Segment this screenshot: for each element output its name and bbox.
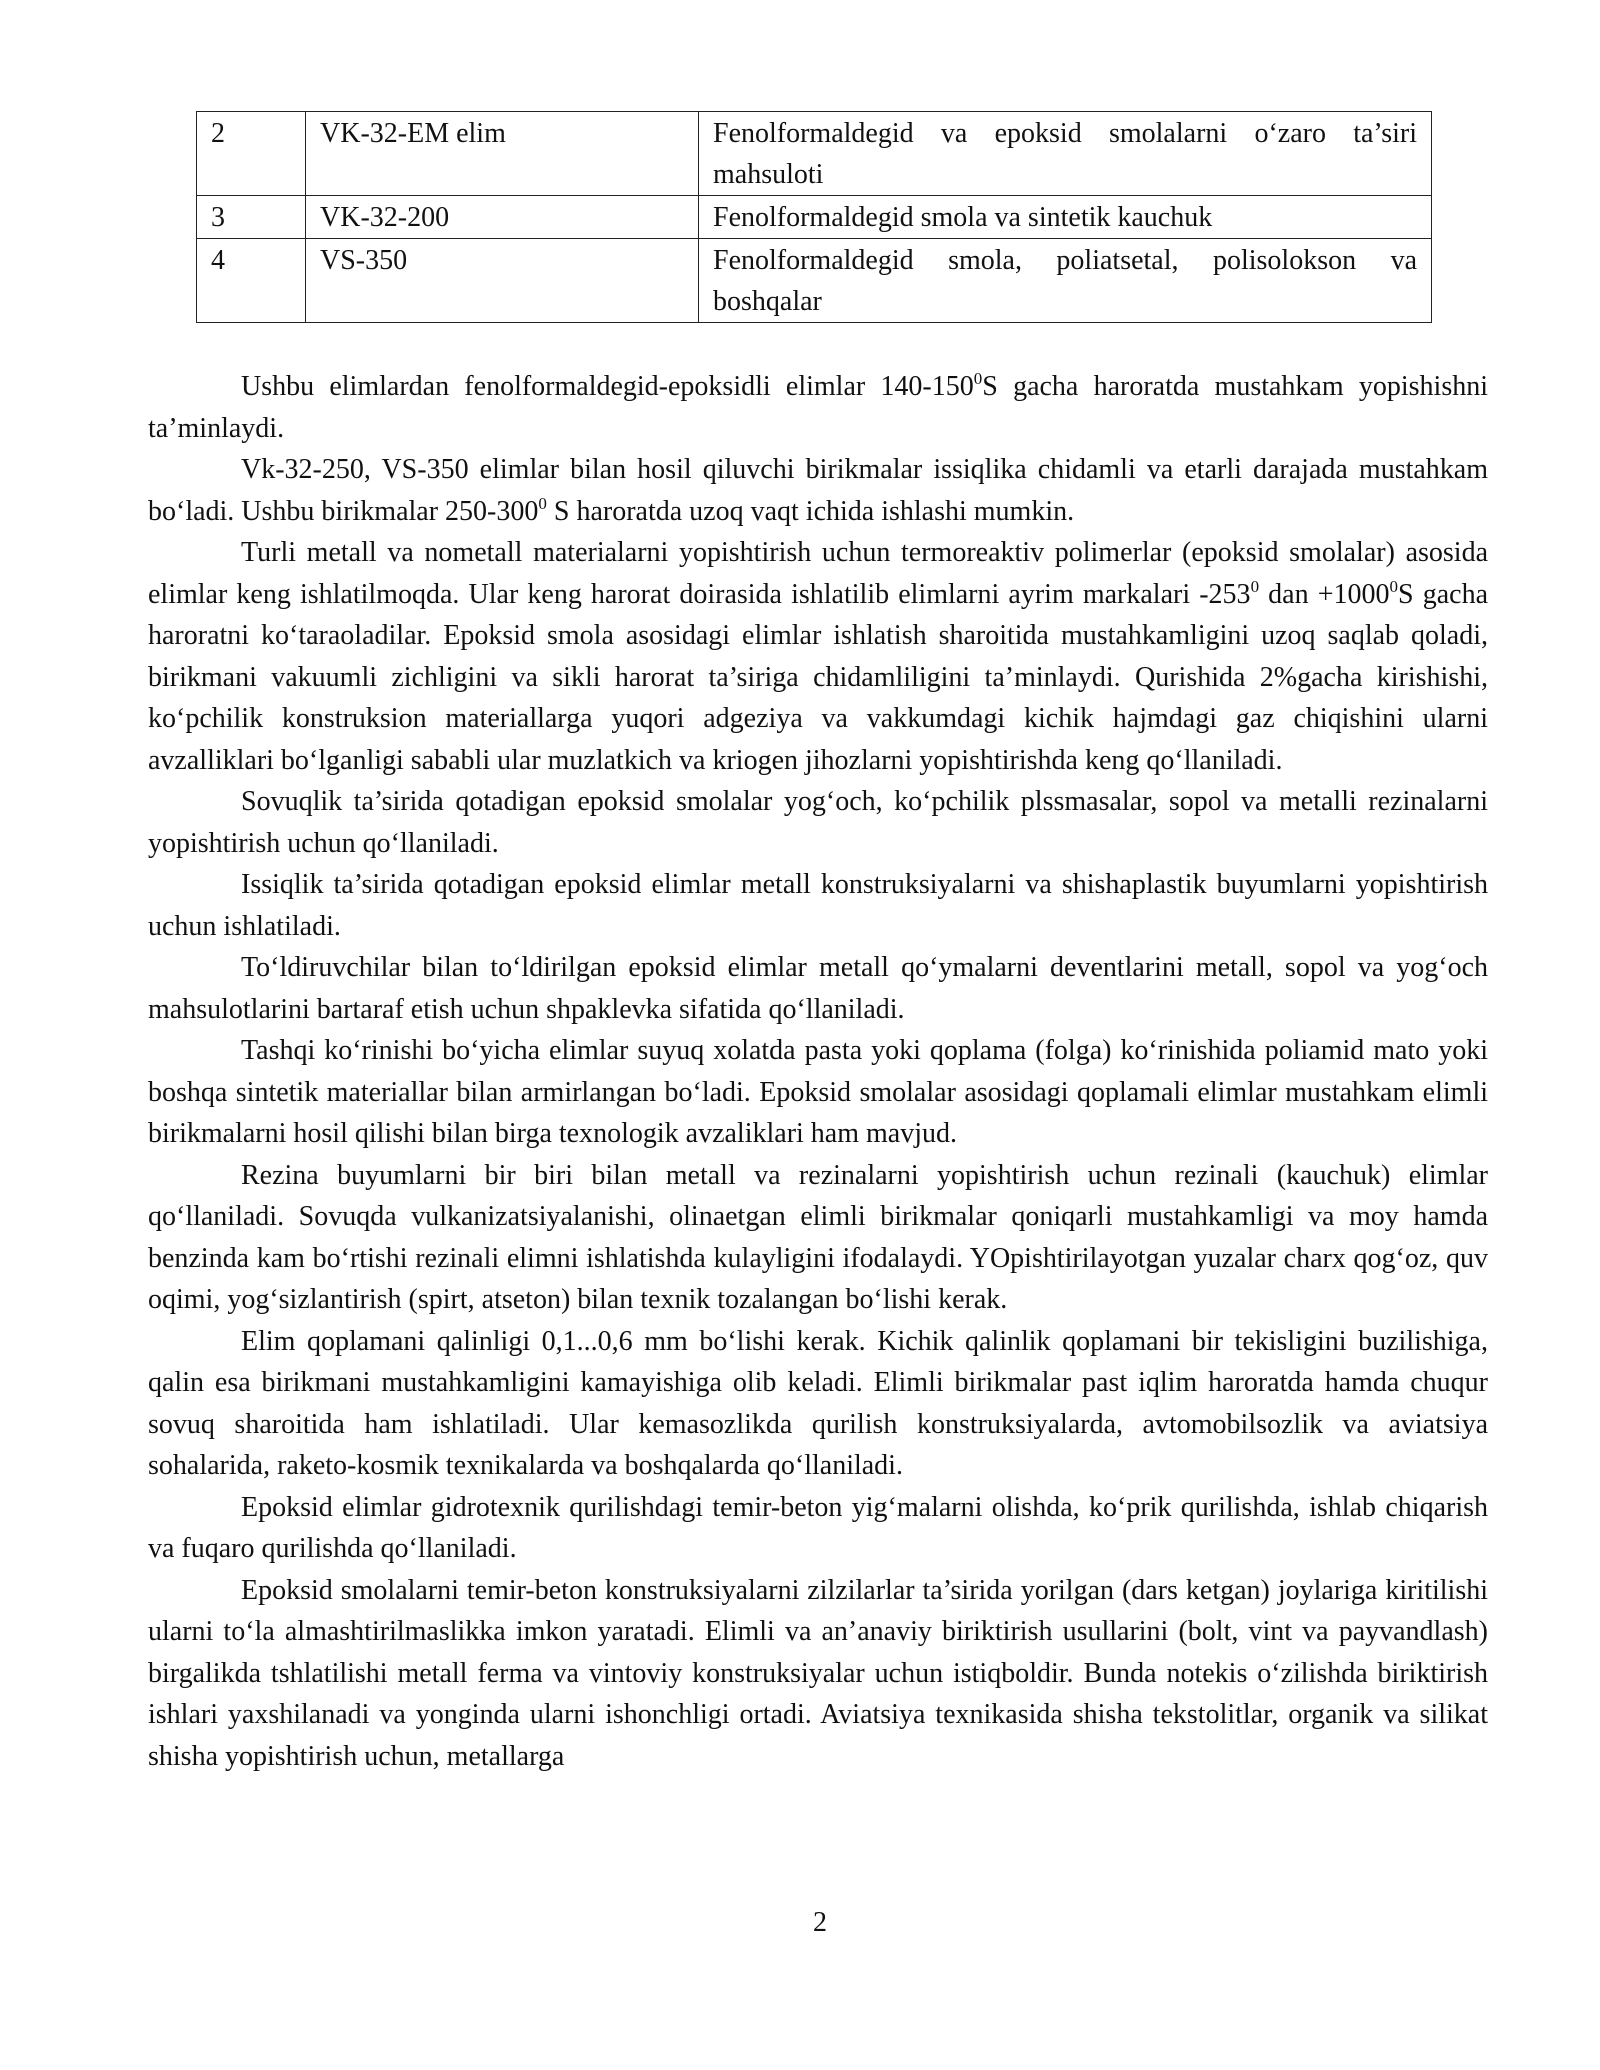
text-run: S gacha haroratni ko‘taraoladilar. Epoksid smola asosidagi elimlar ishlatish sharoitida mustahkamligini uzoq saqlab qoladi, birikmani vakuumli zichligini va sikli harorat ta’siriga chidamliligini ta’minlaydi. Qurishida 2%gacha kirishishi, ko‘pchilik konstruksion materiallarga yuqori adgeziya va vakkumdagi kichik hajmdagi gaz chiqishini ularni avzalliklari bo‘lganligi sababli ular muzlatkich va kriogen jihozlarni yopishtirishda keng qo‘llaniladi. [148, 578, 1489, 776]
text-run: Vk-32-250, VS-350 elimlar bilan hosil qiluvchi birikmalar issiqlika chidamli va etarli darajada mustahkam bo‘ladi. Ushbu birikmalar 250-300 [148, 454, 1488, 527]
text-run: S gacha haroratda mustahkam yopishishni ta’minlaydi. [148, 371, 1488, 444]
table-row [197, 112, 1432, 196]
body-text [148, 366, 1488, 1777]
paragraph: Tashqi ko‘rinishi bo‘yicha elimlar suyuq xolatda pasta yoki qoplama (folga) ko‘rinishida poliamid mato yoki boshqa sintetik materiallar bilan armirlangan bo‘ladi. Epoksid smolalar asosidagi qoplamali elimlar mustahkam elimli birikmalarni hosil qilishi bilan birga texnologik avzaliklari ham mavjud. [148, 1035, 1488, 1149]
paragraph [148, 366, 1488, 449]
row-number: 2 [197, 112, 306, 196]
paragraph: Issiqlik ta’sirida qotadigan epoksid elimlar metall konstruksiyalarni va shishaplastik buyumlarni yopishtirish uchun ishlatiladi. [148, 869, 1488, 942]
table-row [197, 196, 1432, 239]
text-run: Turli metall va nometall materialarni yopishtirish uchun termoreaktiv polimerlar (epoksid smolalar) asosida elimlar keng ishlatilmoqda. Ular keng harorat doirasida ishlatilib elimlarni ayrim markalari -253 [148, 537, 1488, 610]
page-number: 2 [813, 1907, 827, 1938]
adhesive-name: VK-32-EM elim [306, 112, 699, 196]
adhesive-name: VK-32-200 [306, 196, 699, 239]
paragraph: To‘ldiruvchilar bilan to‘ldirilgan epoksid elimlar metall qo‘ymalarni deventlarini metall, sopol va yog‘och mahsulotlarini bartaraf etish uchun shpaklevka sifatida qo‘llaniladi. [148, 952, 1488, 1025]
table-row [197, 239, 1432, 323]
row-number: 3 [197, 196, 306, 239]
adhesive-name: VS-350 [306, 239, 699, 323]
adhesive-composition: Fenolformaldegid smola, poliatsetal, polisolokson va boshqalar [699, 239, 1432, 323]
paragraph: Elim qoplamani qalinligi 0,1...0,6 mm bo‘lishi kerak. Kichik qalinlik qoplamani bir tekisligini buzilishiga, qalin esa birikmani mustahkamligini kamayishiga olib keladi. Elimli birikmalar past iqlim haroratda hamda chuqur sovuq sharoitida ham ishlatiladi. Ular kemasozlikda qurilish konstruksiyalarda, avtomobilsozlik va aviatsiya sohalarida, raketo-kosmik texnikalarda va boshqalarda qo‘llaniladi. [148, 1325, 1488, 1481]
adhesive-composition: Fenolformaldegid smola va sintetik kauchuk [699, 196, 1432, 239]
paragraph: Epoksid elimlar gidrotexnik qurilishdagi temir-beton yig‘malarni olishda, ko‘prik qurilishda, ishlab chiqarish va fuqaro qurilishda qo‘llaniladi. [148, 1491, 1488, 1564]
superscript: 0 [1250, 576, 1260, 596]
paragraph [148, 532, 1488, 781]
text-run: Ushbu elimlardan fenolformaldegid-epoksidli elimlar 140-150 [241, 371, 974, 402]
paragraph: Sovuqlik ta’sirida qotadigan epoksid smolalar yog‘och, ko‘pchilik plssmasalar, sopol va metalli rezinalarni yopishtirish uchun qo‘llaniladi. [148, 786, 1488, 859]
adhesive-composition: Fenolformaldegid va epoksid smolalarni o‘zaro ta’siri mahsuloti [699, 112, 1432, 196]
paragraph: Epoksid smolalarni temir-beton konstruksiyalarni zilzilarlar ta’sirida yorilgan (dars ketgan) joylariga kiritilishi ularni to‘la almashtirilmaslikka imkon yaratadi. Elimli va an’anaviy biriktirish usullarini (bolt, vint va payvandlash) birgalikda tshlatilishi metall ferma va vintoviy konstruksiyalar uchun istiqboldir. Bunda notekis o‘zilishda biriktirish ishlari yaxshilanadi va yonginda ularni ishonchligi ortadi. Aviatsiya texnikasida shisha tekstolitlar, organik va silikat shisha yopishtirish uchun, metallarga [148, 1574, 1488, 1772]
text-run: S haroratda uzoq vaqt ichida ishlashi mumkin. [546, 495, 1075, 527]
row-number: 4 [197, 239, 306, 323]
superscript: 0 [538, 493, 547, 513]
adhesive-table [196, 111, 1432, 323]
paragraph [148, 449, 1488, 532]
superscript: 0 [1389, 576, 1399, 596]
superscript: 0 [973, 369, 983, 388]
text-run: dan +1000 [1259, 578, 1390, 610]
paragraph: Rezina buyumlarni bir biri bilan metall va rezinalarni yopishtirish uchun rezinali (kauchuk) elimlar qo‘llaniladi. Sovuqda vulkanizatsiyalanishi, olinaetgan elimli birikmalar qoniqarli mustahkamligi va moy hamda benzinda kam bo‘rtishi rezinali elimni ishlatishda kulayligini ifodalaydi. YOpishtirilayotgan yuzalar charx qog‘oz, quv oqimi, yog‘sizlantirish (spirt, atseton) bilan texnik tozalangan bo‘lishi kerak. [148, 1159, 1488, 1315]
